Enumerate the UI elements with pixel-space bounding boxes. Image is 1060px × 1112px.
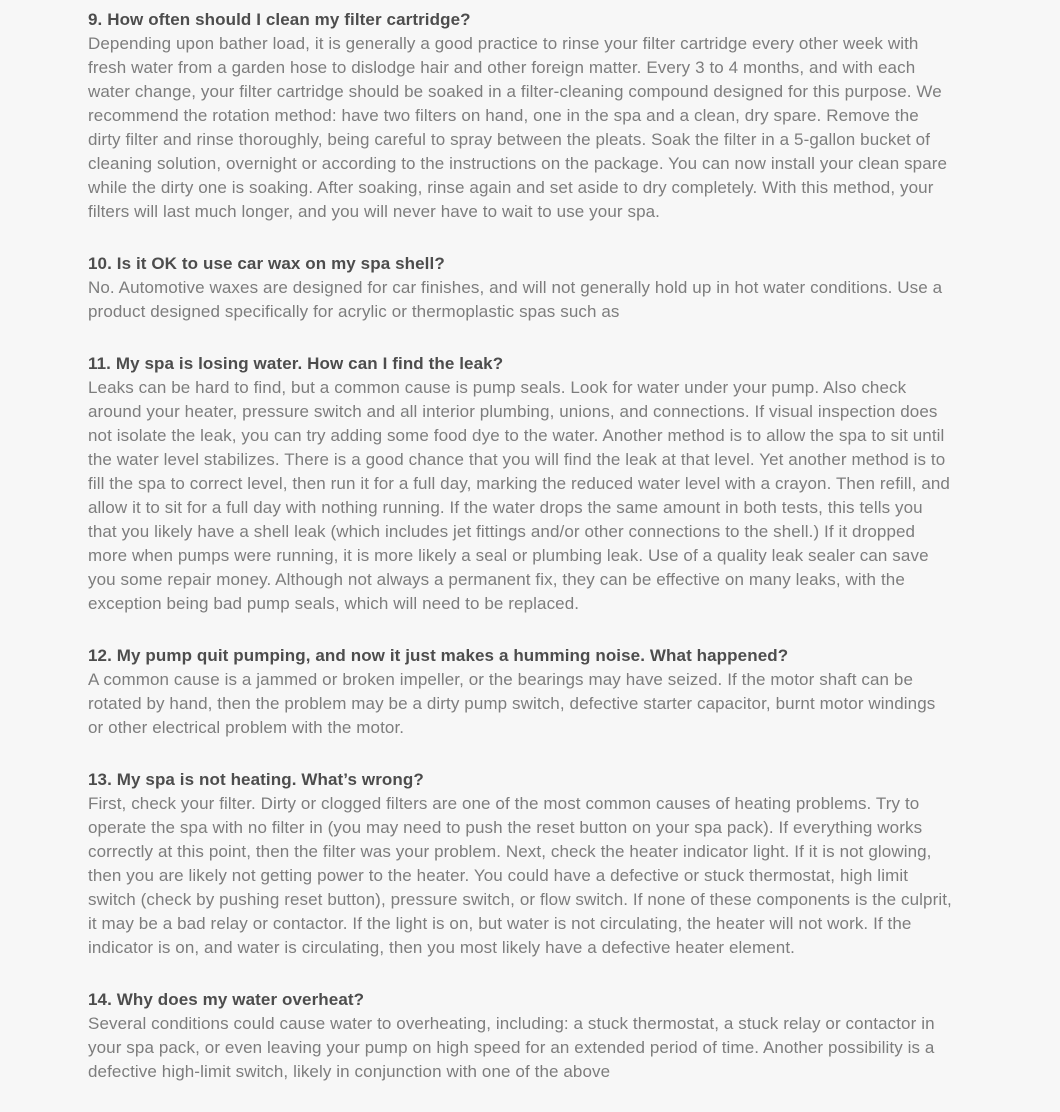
faq-answer: First, check your filter. Dirty or clogged filters are one of the most common causes of heating problems. Try to operate the spa with no filter in (you may need to push the reset button on your spa pack). If everything works correctly at this point, then the filter was your problem. Next, check the heater indicator light. If it is not glowing, then you are likely not getting power to the heater. You could have a defective or stuck thermostat, high limit switch (check by pushing reset button), pressure switch, or flow switch. If none of these components is the culprit, it may be a bad relay or contactor. If the light is on, but water is not circulating, the heater will not work. If the indicator is on, and water is circulating, then you most likely have a defective heater element.	[88, 794, 952, 957]
faq-question: 12. My pump quit pumping, and now it just makes a humming noise. What happened?	[88, 646, 789, 665]
faq-answer: A common cause is a jammed or broken impeller, or the bearings may have seized. If the motor shaft can be rotated by hand, then the problem may be a dirty pump switch, defective starter capacitor, burnt motor windings or other electrical problem with the motor.	[88, 670, 936, 737]
faq-item-11	[88, 352, 954, 616]
faq-content	[88, 8, 954, 1112]
faq-answer: Leaks can be hard to find, but a common cause is pump seals. Look for water under your pump. Also check around your heater, pressure switch and all interior plumbing, unions, and connections. If visual inspection does not isolate the leak, you can try adding some food dye to the water. Another method is to allow the spa to sit until the water level stabilizes. There is a good chance that you will find the leak at that level. Yet another method is to fill the spa to correct level, then run it for a full day, marking the reduced water level with a crayon. Then refill, and allow it to sit for a full day with nothing running. If the water drops the same amount in both tests, this tells you that you likely have a shell leak (which includes jet fittings and/or other connections to the shell.) If it dropped more when pumps were running, it is more likely a seal or plumbing leak. Use of a quality leak sealer can save you some repair money. Although not always a permanent fix, they can be effective on many leaks, with the exception being bad pump seals, which will need to be replaced.	[88, 378, 950, 613]
faq-question: 9. How often should I clean my filter cartridge?	[88, 10, 471, 29]
faq-item-14	[88, 988, 954, 1084]
faq-item-12	[88, 644, 954, 740]
faq-answer: No. Automotive waxes are designed for car finishes, and will not generally hold up in hot water conditions. Use a product designed specifically for acrylic or thermoplastic spas such as	[88, 278, 943, 321]
faq-question: 11. My spa is losing water. How can I find the leak?	[88, 354, 504, 373]
faq-question: 13. My spa is not heating. What’s wrong?	[88, 770, 424, 789]
faq-answer: Depending upon bather load, it is generally a good practice to rinse your filter cartridge every other week with fresh water from a garden hose to dislodge hair and other foreign matter. Every 3 to 4 months, and with each water change, your filter cartridge should be soaked in a filter-cleaning compound designed for this purpose. We recommend the rotation method: have two filters on hand, one in the spa and a clean, dry spare. Remove the dirty filter and rinse thoroughly, being careful to spray between the pleats. Soak the filter in a 5-gallon bucket of cleaning solution, overnight or according to the instructions on the package. You can now install your clean spare while the dirty one is soaking. After soaking, rinse again and set aside to dry completely. With this method, your filters will last much longer, and you will never have to wait to use your spa.	[88, 34, 948, 221]
faq-answer: Several conditions could cause water to overheating, including: a stuck thermostat, a stuck relay or contactor in your spa pack, or even leaving your pump on high speed for an extended period of time. Another possibility is a defective high-limit switch, likely in conjunction with one of the above	[88, 1014, 935, 1081]
faq-item-9	[88, 8, 954, 224]
faq-question: 14. Why does my water overheat?	[88, 990, 365, 1009]
faq-item-13	[88, 768, 954, 960]
faq-question: 10. Is it OK to use car wax on my spa shell?	[88, 254, 445, 273]
faq-item-10	[88, 252, 954, 324]
